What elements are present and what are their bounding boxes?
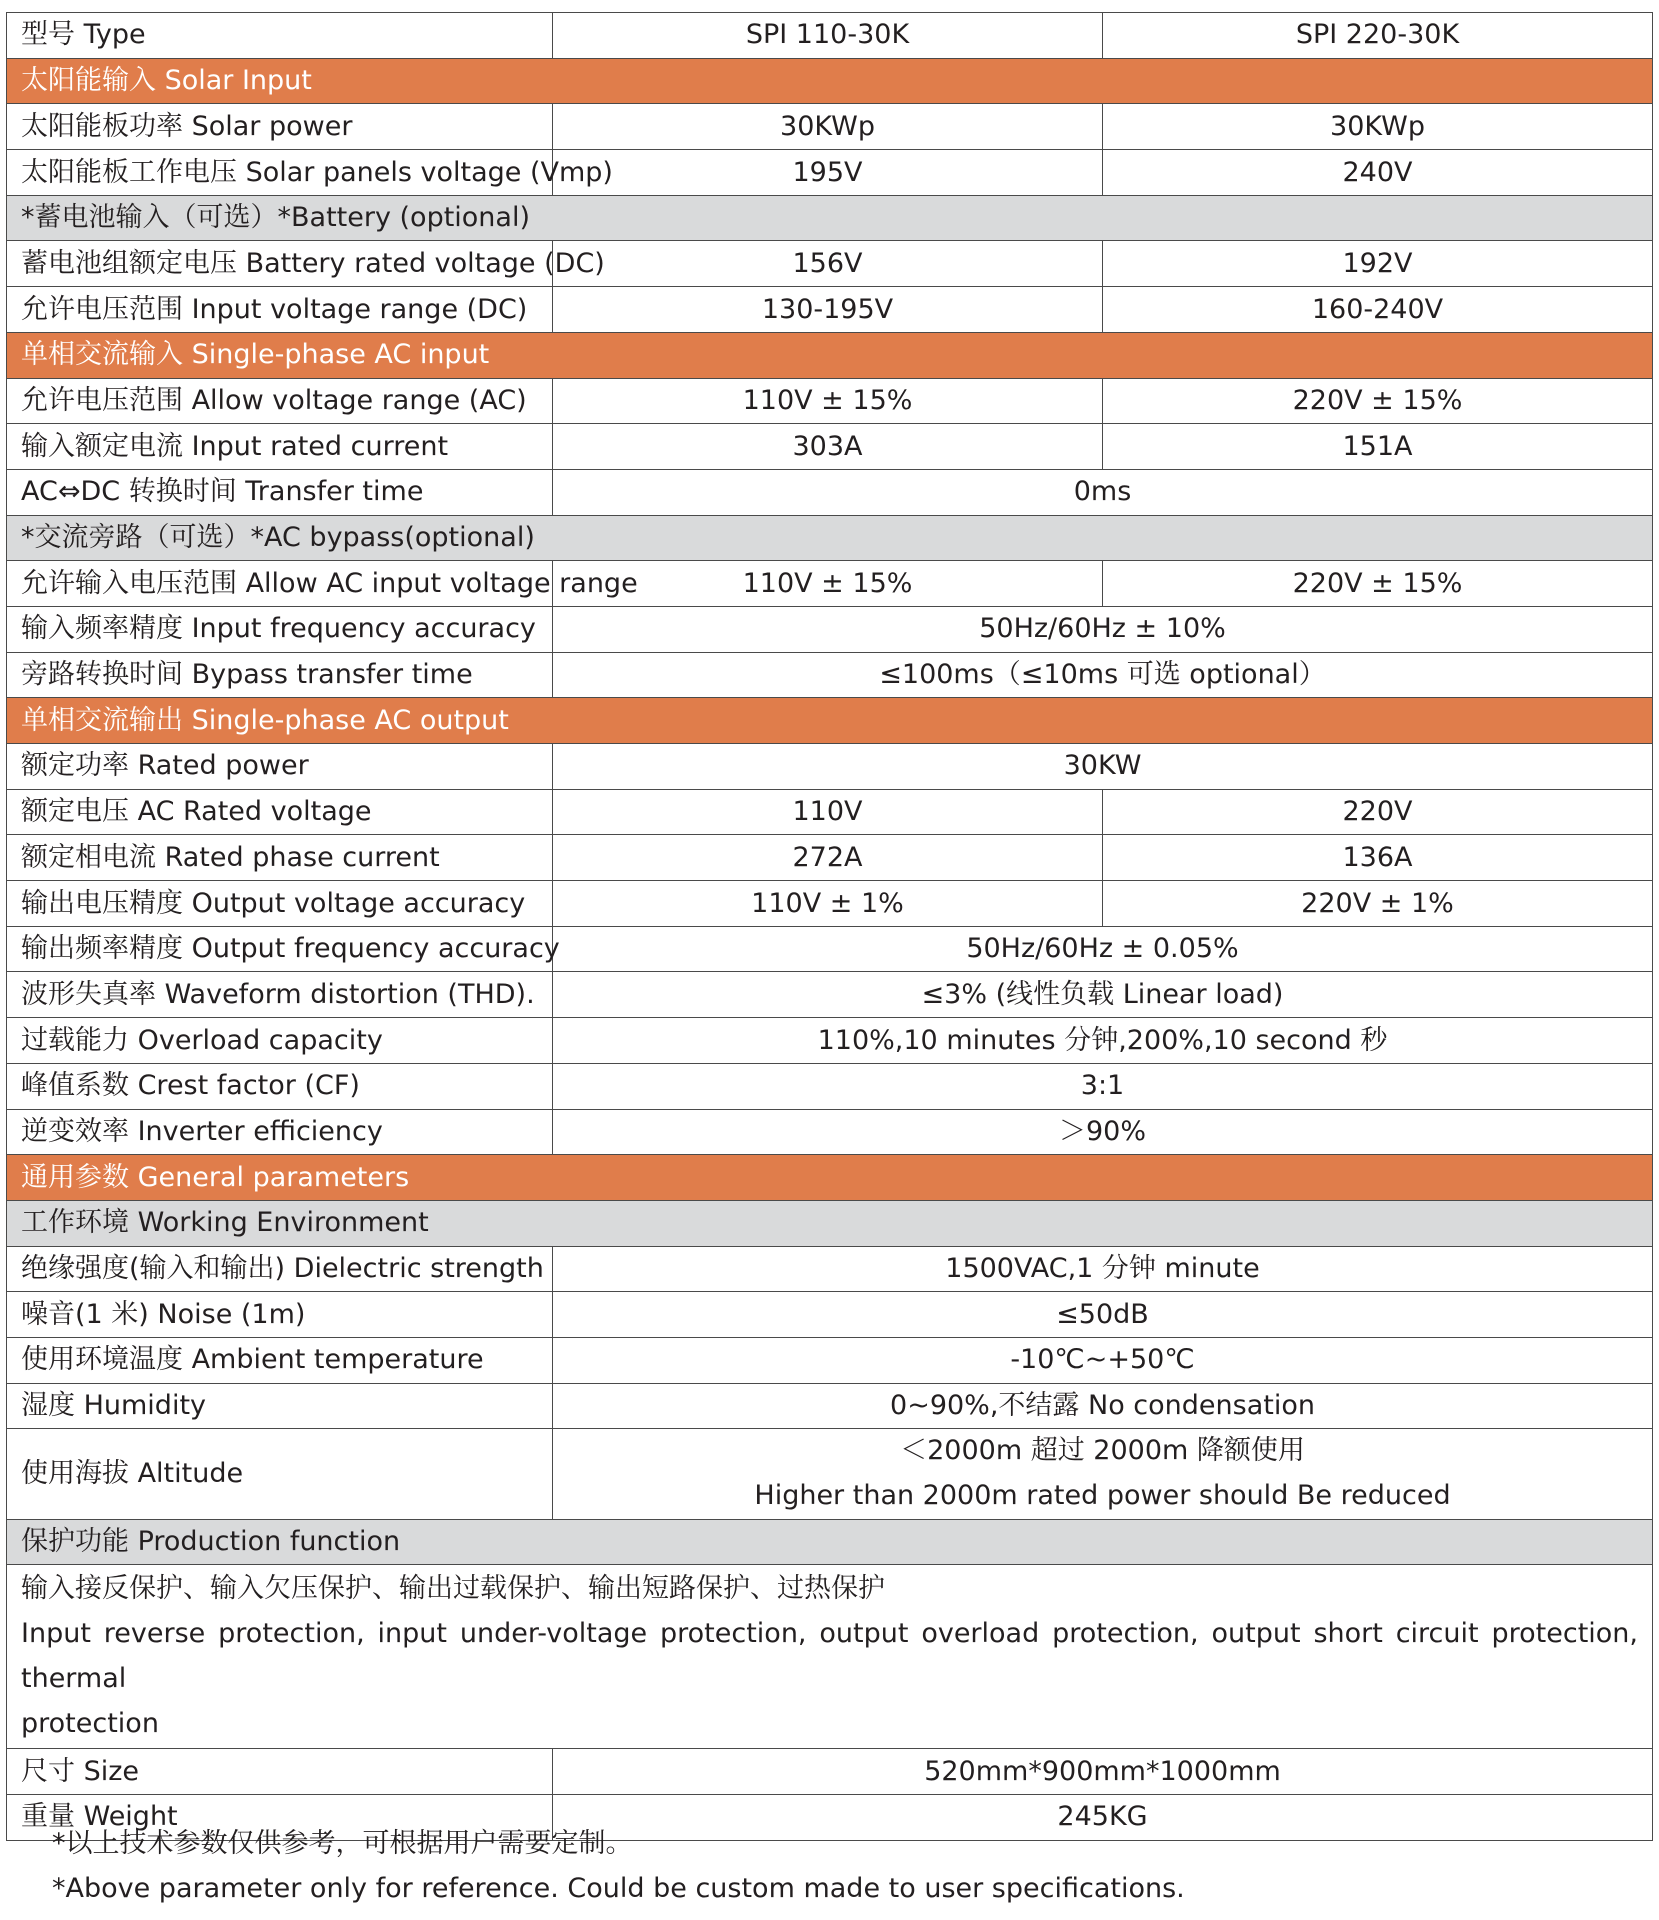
table-row	[7, 789, 1653, 835]
table-row	[7, 104, 1653, 150]
spec-label: 使用海拔 Altitude	[7, 1429, 553, 1519]
section-header: 通用参数 General parameters	[7, 1155, 1653, 1201]
spec-value-shared: 50Hz/60Hz ± 0.05%	[553, 926, 1653, 972]
header-type-label: 型号 Type	[7, 13, 553, 59]
spec-value-spi-220-30k: 136A	[1103, 835, 1653, 881]
table-header-row	[7, 13, 1653, 59]
spec-table-body	[7, 13, 1653, 1841]
spec-value-spi-110-30k: 110V ± 1%	[553, 881, 1103, 927]
altitude-line: ＜2000m 超过 2000m 降额使用	[900, 1435, 1305, 1467]
spec-value-shared: 50Hz/60Hz ± 10%	[553, 606, 1653, 652]
header-model-spi-220-30k: SPI 220-30K	[1103, 13, 1653, 59]
table-row	[7, 378, 1653, 424]
section-header-row	[7, 58, 1653, 104]
spec-value-shared: 3:1	[553, 1063, 1653, 1109]
subsection-header: 工作环境 Working Environment	[7, 1200, 1653, 1246]
spec-label: 过载能力 Overload capacity	[7, 1018, 553, 1064]
header-model-spi-110-30k: SPI 110-30K	[553, 13, 1103, 59]
spec-value-spi-220-30k: 220V ± 15%	[1103, 378, 1653, 424]
table-row	[7, 926, 1653, 972]
table-row-altitude	[7, 1429, 1653, 1519]
table-row-protection	[7, 1565, 1653, 1749]
spec-value-spi-220-30k: 220V ± 1%	[1103, 881, 1653, 927]
spec-label: 输出频率精度 Output frequency accuracy	[7, 926, 553, 972]
subsection-header-row	[7, 1519, 1653, 1565]
spec-value-spi-220-30k: 151A	[1103, 424, 1653, 470]
table-row	[7, 1063, 1653, 1109]
section-header-row	[7, 698, 1653, 744]
table-row	[7, 469, 1653, 515]
table-row	[7, 287, 1653, 333]
spec-value-shared: 30KW	[553, 744, 1653, 790]
subsection-header: 保护功能 Production function	[7, 1519, 1653, 1565]
spec-label: 允许输入电压范围 Allow AC input voltage range	[7, 561, 553, 607]
spec-value-spi-110-30k: 30KWp	[553, 104, 1103, 150]
spec-value-spi-220-30k: 160-240V	[1103, 287, 1653, 333]
spec-value-shared: 1500VAC,1 分钟 minute	[553, 1246, 1653, 1292]
spec-value-shared: 0ms	[553, 469, 1653, 515]
spec-label: 输入频率精度 Input frequency accuracy	[7, 606, 553, 652]
spec-table	[6, 12, 1653, 1841]
table-row	[7, 972, 1653, 1018]
subsection-header: *蓄电池输入（可选）*Battery (optional)	[7, 195, 1653, 241]
spec-value-spi-110-30k: 272A	[553, 835, 1103, 881]
spec-label: 绝缘强度(输入和输出) Dielectric strength	[7, 1246, 553, 1292]
spec-value-shared: ＞90%	[553, 1109, 1653, 1155]
footnote-english: *Above parameter only for reference. Could be custom made to user specifications.	[52, 1872, 1185, 1904]
spec-label: 额定电压 AC Rated voltage	[7, 789, 553, 835]
spec-value-shared: ≤3% (线性负载 Linear load)	[553, 972, 1653, 1018]
spec-label: 噪音(1 米) Noise (1m)	[7, 1292, 553, 1338]
spec-value-spi-110-30k: 110V	[553, 789, 1103, 835]
spec-label: 逆变效率 Inverter efficiency	[7, 1109, 553, 1155]
spec-value-spi-110-30k: 156V	[553, 241, 1103, 287]
subsection-header: *交流旁路（可选）*AC bypass(optional)	[7, 515, 1653, 561]
spec-label: 波形失真率 Waveform distortion (THD).	[7, 972, 553, 1018]
spec-value-shared: ≤50dB	[553, 1292, 1653, 1338]
spec-label: 使用环境温度 Ambient temperature	[7, 1337, 553, 1383]
section-header-row	[7, 1155, 1653, 1201]
subsection-header-row	[7, 1200, 1653, 1246]
spec-value-shared: 520mm*900mm*1000mm	[553, 1749, 1653, 1795]
spec-value-shared: -10℃~+50℃	[553, 1337, 1653, 1383]
subsection-header-row	[7, 195, 1653, 241]
table-row	[7, 744, 1653, 790]
spec-label: 允许电压范围 Allow voltage range (AC)	[7, 378, 553, 424]
spec-label: 输入额定电流 Input rated current	[7, 424, 553, 470]
spec-value-shared: 245KG	[553, 1794, 1653, 1840]
table-row	[7, 835, 1653, 881]
spec-label: AC⇔DC 转换时间 Transfer time	[7, 469, 553, 515]
table-row	[7, 1292, 1653, 1338]
spec-value-spi-220-30k: 30KWp	[1103, 104, 1653, 150]
spec-value-shared: ≤100ms（≤10ms 可选 optional）	[553, 652, 1653, 698]
spec-label: 尺寸 Size	[7, 1749, 553, 1795]
spec-value-shared	[553, 1429, 1653, 1519]
spec-value-spi-220-30k: 220V	[1103, 789, 1653, 835]
spec-label: 太阳能板工作电压 Solar panels voltage (Vmp)	[7, 150, 553, 196]
spec-value-spi-110-30k: 110V ± 15%	[553, 561, 1103, 607]
section-header: 单相交流输入 Single-phase AC input	[7, 332, 1653, 378]
spec-label: 额定相电流 Rated phase current	[7, 835, 553, 881]
spec-value-spi-110-30k: 110V ± 15%	[553, 378, 1103, 424]
spec-value-spi-220-30k: 240V	[1103, 150, 1653, 196]
table-row	[7, 1337, 1653, 1383]
table-row	[7, 424, 1653, 470]
spec-label: 太阳能板功率 Solar power	[7, 104, 553, 150]
table-row	[7, 1383, 1653, 1429]
table-row	[7, 241, 1653, 287]
spec-label: 旁路转换时间 Bypass transfer time	[7, 652, 553, 698]
table-row	[7, 606, 1653, 652]
section-header-row	[7, 332, 1653, 378]
spec-value-spi-110-30k: 130-195V	[553, 287, 1103, 333]
protection-line: protection	[21, 1707, 159, 1739]
spec-value-shared: 110%,10 minutes 分钟,200%,10 second 秒	[553, 1018, 1653, 1064]
spec-label: 蓄电池组额定电压 Battery rated voltage (DC)	[7, 241, 553, 287]
protection-text	[7, 1565, 1653, 1749]
protection-line: Input reverse protection, input under-voltage protection, output overload protection, output short circuit protection, thermal	[21, 1618, 1638, 1694]
spec-label: 湿度 Humidity	[7, 1383, 553, 1429]
section-header: 太阳能输入 Solar Input	[7, 58, 1653, 104]
spec-label: 重量 Weight	[7, 1794, 553, 1840]
subsection-header-row	[7, 515, 1653, 561]
table-row	[7, 561, 1653, 607]
altitude-line: Higher than 2000m rated power should Be reduced	[754, 1480, 1451, 1512]
table-row	[7, 652, 1653, 698]
spec-value-shared: 0~90%,不结露 No condensation	[553, 1383, 1653, 1429]
spec-value-spi-110-30k: 195V	[553, 150, 1103, 196]
protection-line: 输入接反保护、输入欠压保护、输出过载保护、输出短路保护、过热保护	[21, 1573, 885, 1605]
spec-value-spi-110-30k: 303A	[553, 424, 1103, 470]
table-row	[7, 1246, 1653, 1292]
footnotes	[52, 1822, 1185, 1911]
footnote-chinese: *以上技术参数仅供参考，可根据用户需要定制。	[52, 1828, 633, 1859]
spec-label: 额定功率 Rated power	[7, 744, 553, 790]
spec-label: 峰值系数 Crest factor (CF)	[7, 1063, 553, 1109]
section-header: 单相交流输出 Single-phase AC output	[7, 698, 1653, 744]
spec-label: 允许电压范围 Input voltage range (DC)	[7, 287, 553, 333]
spec-value-spi-220-30k: 220V ± 15%	[1103, 561, 1653, 607]
table-row	[7, 150, 1653, 196]
spec-label: 输出电压精度 Output voltage accuracy	[7, 881, 553, 927]
table-row	[7, 1018, 1653, 1064]
spec-value-spi-220-30k: 192V	[1103, 241, 1653, 287]
table-row	[7, 1109, 1653, 1155]
table-row	[7, 881, 1653, 927]
table-row	[7, 1749, 1653, 1795]
